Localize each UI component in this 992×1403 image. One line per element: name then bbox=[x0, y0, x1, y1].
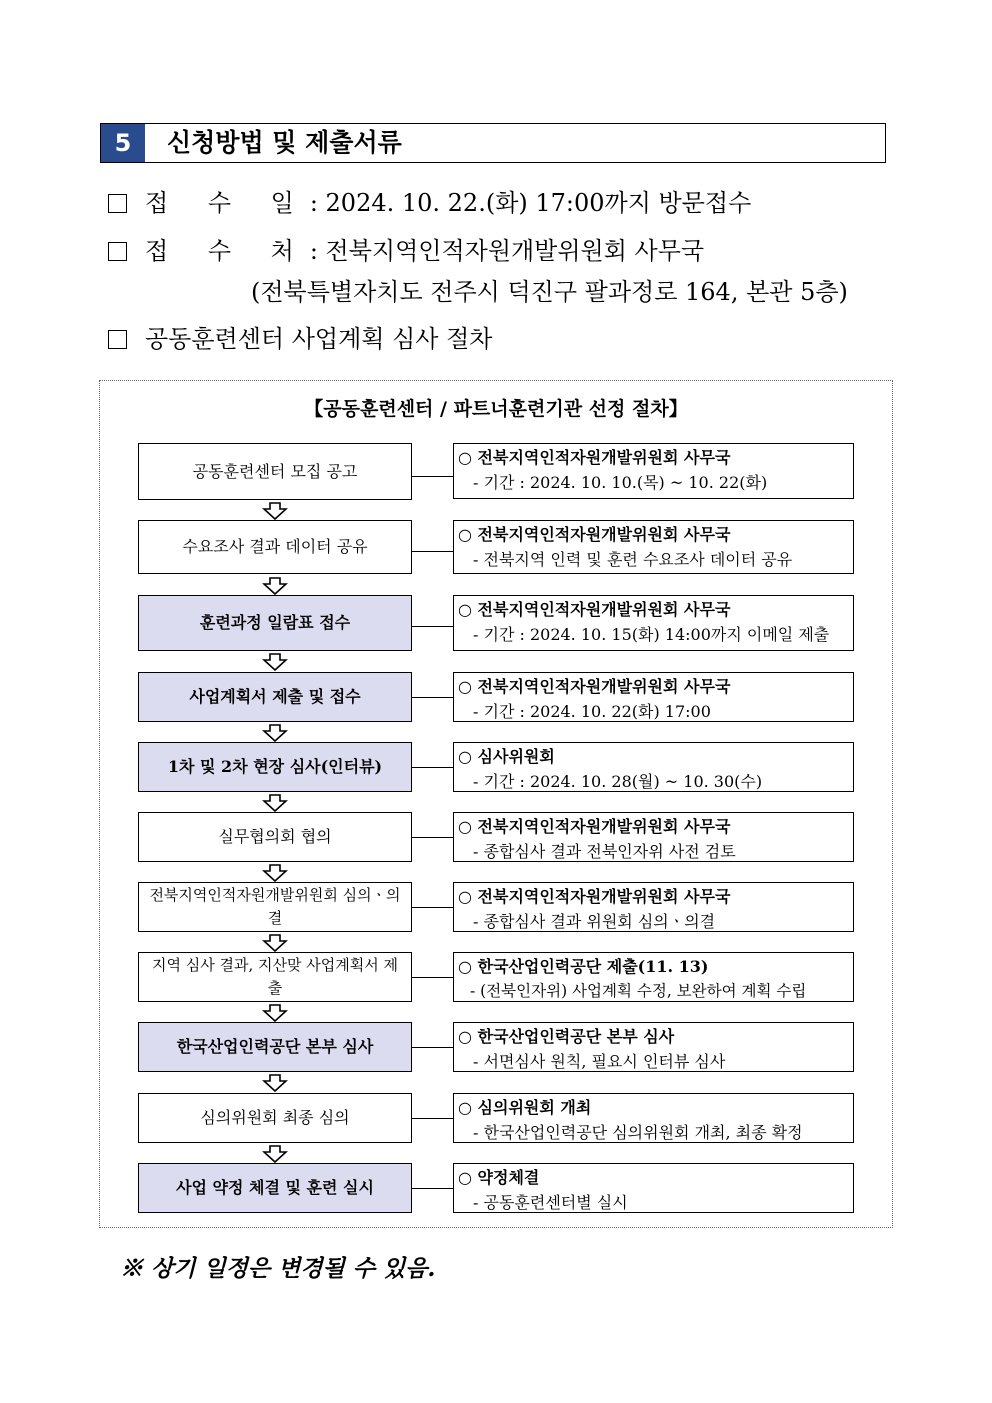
schedule-note: ※ 상기 일정은 변경될 수 있음. bbox=[120, 1255, 436, 1282]
down-arrow-icon bbox=[262, 502, 288, 520]
bullet-procedure bbox=[108, 324, 492, 354]
process-detail-box bbox=[453, 1022, 854, 1072]
process-step-box: 지역 심사 결과, 지산맞 사업계획서 제출 bbox=[138, 952, 412, 1002]
detail-text: - 기간 : 2024. 10. 22(화) 17:00 bbox=[473, 702, 711, 721]
connector-line bbox=[412, 837, 453, 838]
detail-text: - 기간 : 2024. 10. 15(화) 14:00까지 이메일 제출 bbox=[473, 625, 830, 644]
connector-line bbox=[412, 551, 453, 552]
detail-text: - 종합심사 결과 전북인자위 사전 검토 bbox=[473, 842, 736, 861]
process-title: 【공동훈련센터 / 파트너훈련기관 선정 절차】 bbox=[304, 398, 688, 420]
connector-line bbox=[412, 907, 453, 908]
detail-heading: ○ 전북지역인적자원개발위원회 사무국 bbox=[458, 677, 731, 696]
down-arrow-icon bbox=[262, 1074, 288, 1092]
detail-text: - 종합심사 결과 위원회 심의ㆍ의결 bbox=[473, 912, 716, 931]
detail-text: - 공동훈련센터별 실시 bbox=[473, 1193, 628, 1212]
process-step-box: 심의위원회 최종 심의 bbox=[138, 1093, 412, 1143]
detail-text: - 기간 : 2024. 10. 28(월) ~ 10. 30(수) bbox=[473, 772, 763, 791]
process-step-box: 1차 및 2차 현장 심사(인터뷰) bbox=[138, 742, 412, 792]
process-detail-box bbox=[453, 1093, 854, 1143]
process-detail-box bbox=[453, 520, 854, 574]
process-step-box: 한국산업인력공단 본부 심사 bbox=[138, 1022, 412, 1072]
detail-heading: ○ 약정체결 bbox=[458, 1168, 540, 1187]
detail-text: - 기간 : 2024. 10. 10.(목) ~ 10. 22(화) bbox=[473, 473, 768, 492]
process-detail-box bbox=[453, 952, 854, 1002]
process-detail-box bbox=[453, 595, 854, 651]
detail-text: - 서면심사 원칙, 필요시 인터뷰 심사 bbox=[473, 1052, 726, 1071]
checkbox-icon bbox=[108, 194, 127, 213]
down-arrow-icon bbox=[262, 1004, 288, 1022]
process-detail-box bbox=[453, 742, 854, 792]
process-step-box: 실무협의회 협의 bbox=[138, 812, 412, 862]
section-number: 5 bbox=[101, 124, 145, 162]
detail-heading: ○ 전북지역인적자원개발위원회 사무국 bbox=[458, 525, 731, 544]
process-step-box: 사업계획서 제출 및 접수 bbox=[138, 672, 412, 722]
process-step-box: 공동훈련센터 모집 공고 bbox=[138, 443, 412, 500]
detail-heading: ○ 전북지역인적자원개발위원회 사무국 bbox=[458, 817, 731, 836]
detail-text: - (전북인자위) 사업계획 수정, 보완하여 계획 수립 bbox=[470, 982, 807, 1000]
detail-text: - 전북지역 인력 및 훈련 수요조사 데이터 공유 bbox=[473, 550, 793, 569]
receipt-date-value: : 2024. 10. 22.(화) 17:00까지 방문접수 bbox=[309, 189, 752, 217]
connector-line bbox=[412, 1188, 453, 1189]
process-step-box: 사업 약정 체결 및 훈련 실시 bbox=[138, 1163, 412, 1213]
down-arrow-icon bbox=[262, 864, 288, 882]
connector-line bbox=[412, 626, 453, 627]
connector-line bbox=[412, 767, 453, 768]
process-step-box: 훈련과정 일람표 접수 bbox=[138, 595, 412, 651]
connector-line bbox=[412, 977, 453, 978]
checkbox-icon bbox=[108, 242, 127, 261]
connector-line bbox=[412, 1118, 453, 1119]
detail-heading: ○ 심의위원회 개최 bbox=[458, 1098, 592, 1117]
down-arrow-icon bbox=[262, 724, 288, 742]
detail-heading: ○ 전북지역인적자원개발위원회 사무국 bbox=[458, 448, 731, 467]
bullet-receipt-date bbox=[108, 188, 751, 218]
process-step-box: 수요조사 결과 데이터 공유 bbox=[138, 520, 412, 574]
connector-line bbox=[412, 1047, 453, 1048]
detail-text: - 한국산업인력공단 심의위원회 개최, 최종 확정 bbox=[473, 1123, 803, 1142]
detail-heading: ○ 전북지역인적자원개발위원회 사무국 bbox=[458, 600, 731, 619]
connector-line bbox=[412, 476, 453, 477]
down-arrow-icon bbox=[262, 794, 288, 812]
connector-line bbox=[412, 697, 453, 698]
down-arrow-icon bbox=[262, 577, 288, 595]
process-detail-box bbox=[453, 882, 854, 932]
procedure-label: 공동훈련센터 사업계획 심사 절차 bbox=[145, 325, 493, 353]
down-arrow-icon bbox=[262, 1145, 288, 1163]
section-header bbox=[100, 123, 886, 163]
process-detail-box bbox=[453, 672, 854, 722]
receipt-place-label: 접 수 처 bbox=[145, 237, 310, 265]
down-arrow-icon bbox=[262, 653, 288, 671]
receipt-address: (전북특별자치도 전주시 덕진구 팔과정로 164, 본관 5층) bbox=[251, 278, 848, 306]
detail-heading: ○ 심사위원회 bbox=[458, 747, 555, 766]
receipt-place-value: : 전북지역인적자원개발위원회 사무국 bbox=[309, 237, 705, 265]
detail-heading: ○ 전북지역인적자원개발위원회 사무국 bbox=[458, 887, 731, 906]
bullet-receipt-place bbox=[108, 236, 704, 266]
down-arrow-icon bbox=[262, 934, 288, 952]
process-detail-box bbox=[453, 443, 854, 499]
process-step-box: 전북지역인적자원개발위원회 심의ㆍ의결 bbox=[138, 882, 412, 932]
detail-heading: ○ 한국산업인력공단 제출(11. 13) bbox=[458, 957, 709, 976]
receipt-date-label: 접 수 일 bbox=[145, 189, 310, 217]
checkbox-icon bbox=[108, 330, 127, 349]
process-detail-box bbox=[453, 1163, 854, 1213]
process-detail-box bbox=[453, 812, 854, 862]
detail-heading: ○ 한국산업인력공단 본부 심사 bbox=[458, 1027, 675, 1046]
section-title: 신청방법 및 제출서류 bbox=[167, 128, 402, 157]
